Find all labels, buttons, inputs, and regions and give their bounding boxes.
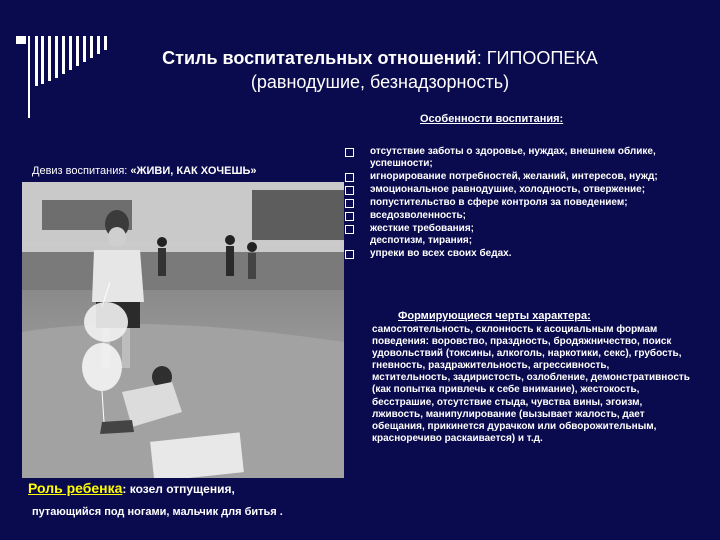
list-item [345, 223, 690, 247]
list-item [345, 146, 690, 170]
role-heading: Роль ребенка [28, 480, 123, 496]
list-item-text: жесткие требования; деспотизм, тирания; [370, 223, 474, 246]
photo-mother-and-child [22, 182, 344, 478]
title-main: Стиль воспитательных отношений [162, 48, 477, 68]
role-line2: путающийся под ногами, мальчик для битья . [32, 506, 283, 518]
list-item-text: отсутствие заботы о здоровье, нуждах, внешнем облике, успешности; [370, 146, 656, 169]
motto-label: Девиз воспитания: [32, 165, 128, 177]
traits-text: самостоятельность, склонность к асоциальным формам поведения: воровство, праздность, бродяжничество, поиск удовольствий (токсины, алкоголь, наркотики, секс), грубость, гневность, раздражительность, агрессивность, мстительность, задиристость, озлобление, демонстративность (как попытка привлечь к себе внимание), жестокость, бесстрашие, отсутствие стыда, чувства вины, эгоизм, лживость, манипулирование (вызывает жалость, дает обещания, прикинется дурачком или обворожительным, красноречиво раскаивается) и т.д. [372, 324, 690, 444]
list-item-text: вседозволенность; [370, 210, 466, 221]
motto [32, 165, 257, 177]
square-bullet-icon [345, 212, 354, 221]
traits-heading: Формирующиеся черты характера: [398, 310, 591, 322]
list-item [345, 171, 690, 183]
square-bullet-icon [345, 199, 354, 208]
square-bullet-icon [345, 186, 354, 195]
square-bullet-icon [345, 148, 354, 157]
title-type: : ГИПООПЕКА [476, 48, 598, 68]
list-item [345, 210, 690, 222]
list-item [345, 248, 690, 260]
title-subtitle: (равнодушие, безнадзорность) [250, 72, 510, 92]
page-title [110, 46, 650, 94]
square-bullet-icon [345, 250, 354, 259]
square-bullet-icon [345, 173, 354, 182]
role-line1: : козел отпущения, [122, 482, 235, 496]
list-item-text: эмоциональное равнодушие, холодность, отвержение; [370, 184, 646, 195]
child-role [28, 480, 235, 496]
features-heading: Особенности воспитания: [420, 113, 564, 125]
motto-value: «ЖИВИ, КАК ХОЧЕШЬ» [130, 165, 257, 177]
square-bullet-icon [345, 225, 354, 234]
list-item-text: попустительство в сфере контроля за поведением; [370, 197, 628, 208]
list-item-text: упреки во всех своих бедах. [370, 248, 512, 259]
list-item [345, 184, 690, 196]
list-item [345, 197, 690, 209]
list-item-text: игнорирование потребностей, желаний, интересов, нужд; [370, 171, 658, 182]
features-list [345, 146, 690, 261]
